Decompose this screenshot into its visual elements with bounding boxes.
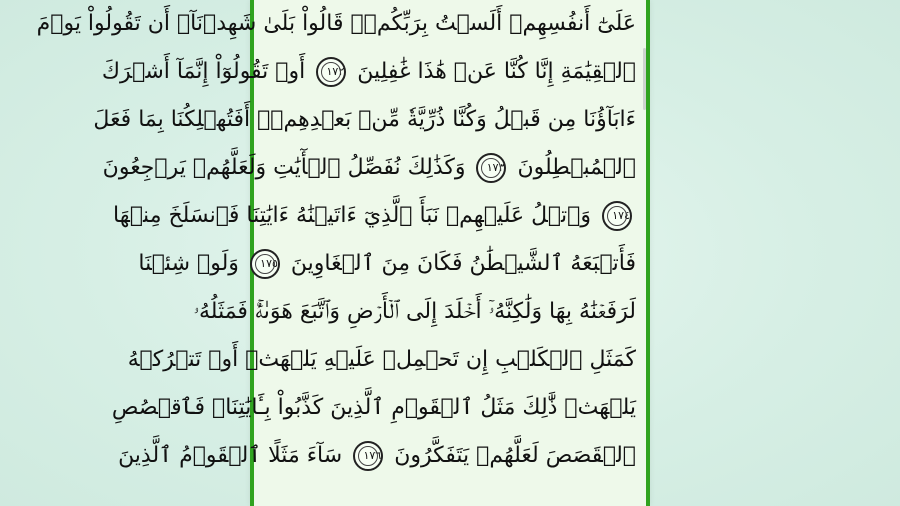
verse-text: عَلَىٰٓ أَنفُسِهِمۡ أَلَسۡتُ بِرَبِّكُمۡۖ قَالُواْ بَلَىٰ شَهِدۡنَآۚ أَن تَقُولُواْ يَوۡمَ: [36, 11, 636, 36]
scrollbar[interactable]: [643, 48, 646, 110]
ayah-number-marker[interactable]: ١٧٦: [353, 441, 383, 471]
text-line: [118, 432, 636, 480]
verse-text: كَمَثَلِ ٱلۡكَلۡبِ إِن تَحۡمِلۡ عَلَيۡهِ يَلۡهَثۡ أَوۡ تَتۡرُكۡهُ: [127, 347, 636, 372]
verse-text: لَرَفَعۡنَٰهُ بِهَا وَلَٰكِنَّهُۥٓ أَخۡلَدَ إِلَى ٱلۡأَرۡضِ وَٱتَّبَعَ هَوَىٰهُۚ فَمَثَلُهُۥ: [193, 299, 636, 324]
text-line: [102, 144, 636, 192]
verse-text: وَٱتۡلُ عَلَيۡهِمۡ نَبَأَ ٱلَّذِيٓ ءَاتَيۡنَٰهُ ءَايَٰتِنَا فَٱنسَلَخَ مِنۡهَا: [113, 203, 591, 228]
text-line: [101, 48, 636, 96]
verse-text: ءَابَآؤُنَا مِن قَبۡلُ وَكُنَّا ذُرِّيَّةٗ مِّنۢ بَعۡدِهِمۡۖ أَفَتُهۡلِكُنَا بِمَا فَعَلَ: [93, 107, 636, 132]
text-line: [127, 336, 636, 384]
verse-text: يَلۡهَثۚ ذَّٰلِكَ مَثَلُ ٱلۡقَوۡمِ ٱلَّذِينَ كَذَّبُواْ بِـَٔايَٰتِنَاۚ فَٱقۡصُصِ: [111, 395, 636, 420]
text-line: [36, 0, 636, 48]
ayah-number-marker[interactable]: ١٧٢: [316, 57, 346, 87]
quran-text: [36, 0, 636, 506]
verse-text: ٱلۡقَصَصَ لَعَلَّهُمۡ يَتَفَكَّرُونَ: [394, 443, 636, 468]
verse-text: ٱلۡمُبۡطِلُونَ: [517, 155, 636, 180]
ayah-number-marker[interactable]: ١٧٤: [602, 201, 632, 231]
text-line: [93, 96, 636, 144]
verse-text: أَوۡ تَقُولُوٓاْ إِنَّمَآ أَشۡرَكَ: [101, 59, 306, 84]
verse-text: وَكَذَٰلِكَ نُفَصِّلُ ٱلۡأٓيَٰتِ وَلَعَلَّهُمۡ يَرۡجِعُونَ: [102, 155, 466, 180]
verse-text: سَآءَ مَثَلًا ٱلۡقَوۡمُ ٱلَّذِينَ: [118, 443, 343, 468]
verse-text: وَلَوۡ شِئۡنَا: [138, 251, 239, 276]
text-line: [111, 384, 636, 432]
text-line: [193, 288, 636, 336]
ayah-number-marker[interactable]: ١٧٣: [476, 153, 506, 183]
text-line: [138, 240, 636, 288]
text-line: [113, 192, 636, 240]
verse-text: ٱلۡقِيَٰمَةِ إِنَّا كُنَّا عَنۡ هَٰذَا غَٰفِلِينَ: [357, 59, 636, 84]
ayah-number-marker[interactable]: ١٧٥: [250, 249, 280, 279]
verse-text: فَأَتۡبَعَهُ ٱلشَّيۡطَٰنُ فَكَانَ مِنَ ٱلۡغَاوِينَ: [290, 251, 636, 276]
